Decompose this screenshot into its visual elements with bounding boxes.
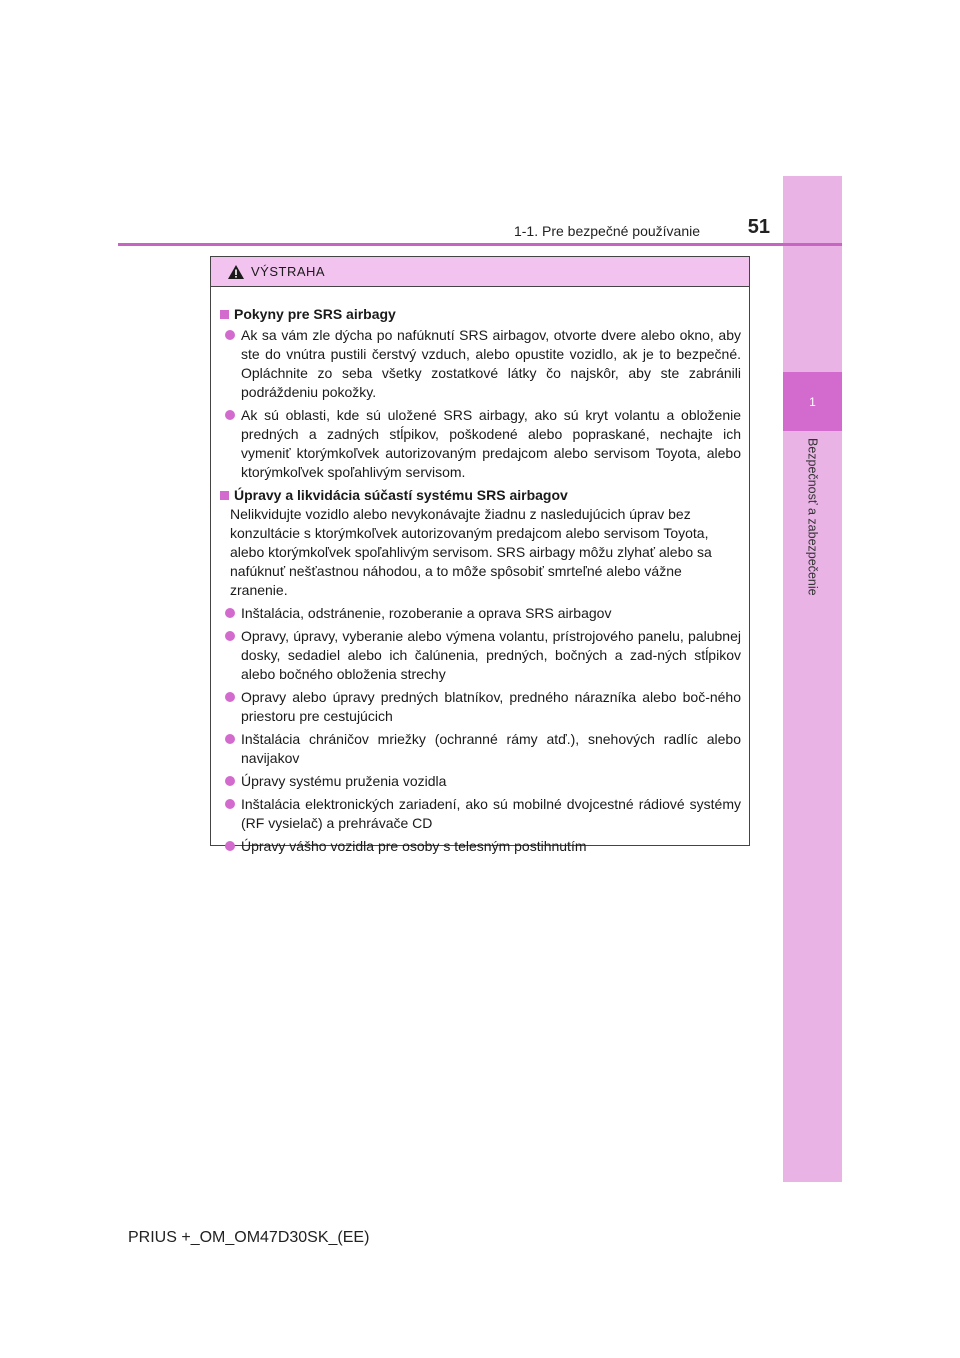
list-item: Opravy, úpravy, vyberanie alebo výmena volantu, prístrojového panelu, palubnej dosky, sedadiel alebo ich čalúnenia, predných, bočných a zad-ných stĺpikov alebo bočného obloženia strechy	[219, 627, 741, 684]
dot-bullet-icon	[225, 841, 235, 851]
dot-bullet-icon	[225, 608, 235, 618]
square-bullet-icon	[220, 310, 229, 319]
list-item: Opravy alebo úpravy predných blatníkov, predného nárazníka alebo boč-ného priestoru pre cestujúcich	[219, 688, 741, 726]
list-item: Inštalácia, odstránenie, rozoberanie a oprava SRS airbagov	[219, 604, 741, 623]
section-heading: Pokyny pre SRS airbagy	[219, 305, 741, 324]
dot-bullet-icon	[225, 799, 235, 809]
list-item: Ak sa vám zle dýcha po nafúknutí SRS airbagov, otvorte dvere alebo okno, aby ste do vnútra pustili čerstvý vzduch, alebo opustite vozidlo, ak je to bezpečné. Opláchnite zo seba všetky zostatkové látky čo najskôr, aby ste zabránili podráždeniu pokožky.	[219, 326, 741, 402]
dot-bullet-icon	[225, 776, 235, 786]
chapter-title	[783, 438, 842, 638]
dot-bullet-icon	[225, 631, 235, 641]
page-number: 51	[747, 216, 770, 238]
side-tab	[783, 176, 842, 1182]
chapter-title-text: Bezpečnosť a zabezpečenie	[805, 438, 820, 596]
dot-bullet-icon	[225, 330, 235, 340]
document-id: PRIUS +_OM_OM47D30SK_(EE)	[128, 1229, 370, 1246]
warning-triangle-icon	[227, 264, 245, 280]
warning-body	[211, 287, 749, 856]
list-item: Inštalácia chráničov mriežky (ochranné rámy atď.), snehových radlíc alebo navijakov	[219, 730, 741, 768]
chapter-number: 1	[783, 372, 842, 431]
section-heading: Úpravy a likvidácia súčastí systému SRS airbagov	[219, 486, 741, 505]
section-title: 1-1. Pre bezpečné používanie	[513, 223, 700, 239]
warning-header	[211, 257, 749, 287]
list-item: Ak sú oblasti, kde sú uložené SRS airbagy, ako sú kryt volantu a obloženie predných a zadných stĺpikov, poškodené alebo popraskané, nechajte ich vymeniť ktorýmkoľvek autorizovaným predajcom alebo servisom Toyota, alebo ktorýmkoľvek spoľahlivým servisom.	[219, 406, 741, 482]
list-item: Úpravy vášho vozidla pre osoby s telesným postihnutím	[219, 837, 741, 856]
list-item: Inštalácia elektronických zariadení, ako sú mobilné dvojcestné rádiové systémy (RF vysielač) a prehrávače CD	[219, 795, 741, 833]
section-paragraph: Nelikvidujte vozidlo alebo nevykonávajte žiadnu z nasledujúcich úprav bez konzultácie s ktorýmkoľvek autorizovaným predajcom alebo servisom Toyota, alebo ktorýmkoľvek spoľahlivým servisom. SRS airbagy môžu zlyhať alebo sa nafúknuť nešťastnou náhodou, a to môže spôsobiť smrteľné alebo vážne zranenie.	[230, 506, 712, 598]
header-rule	[118, 243, 842, 246]
dot-bullet-icon	[225, 692, 235, 702]
dot-bullet-icon	[225, 734, 235, 744]
square-bullet-icon	[220, 491, 229, 500]
dot-bullet-icon	[225, 410, 235, 420]
warning-title: VÝSTRAHA	[251, 264, 326, 279]
warning-box	[210, 256, 750, 854]
list-item: Úpravy systému pruženia vozidla	[219, 772, 741, 791]
